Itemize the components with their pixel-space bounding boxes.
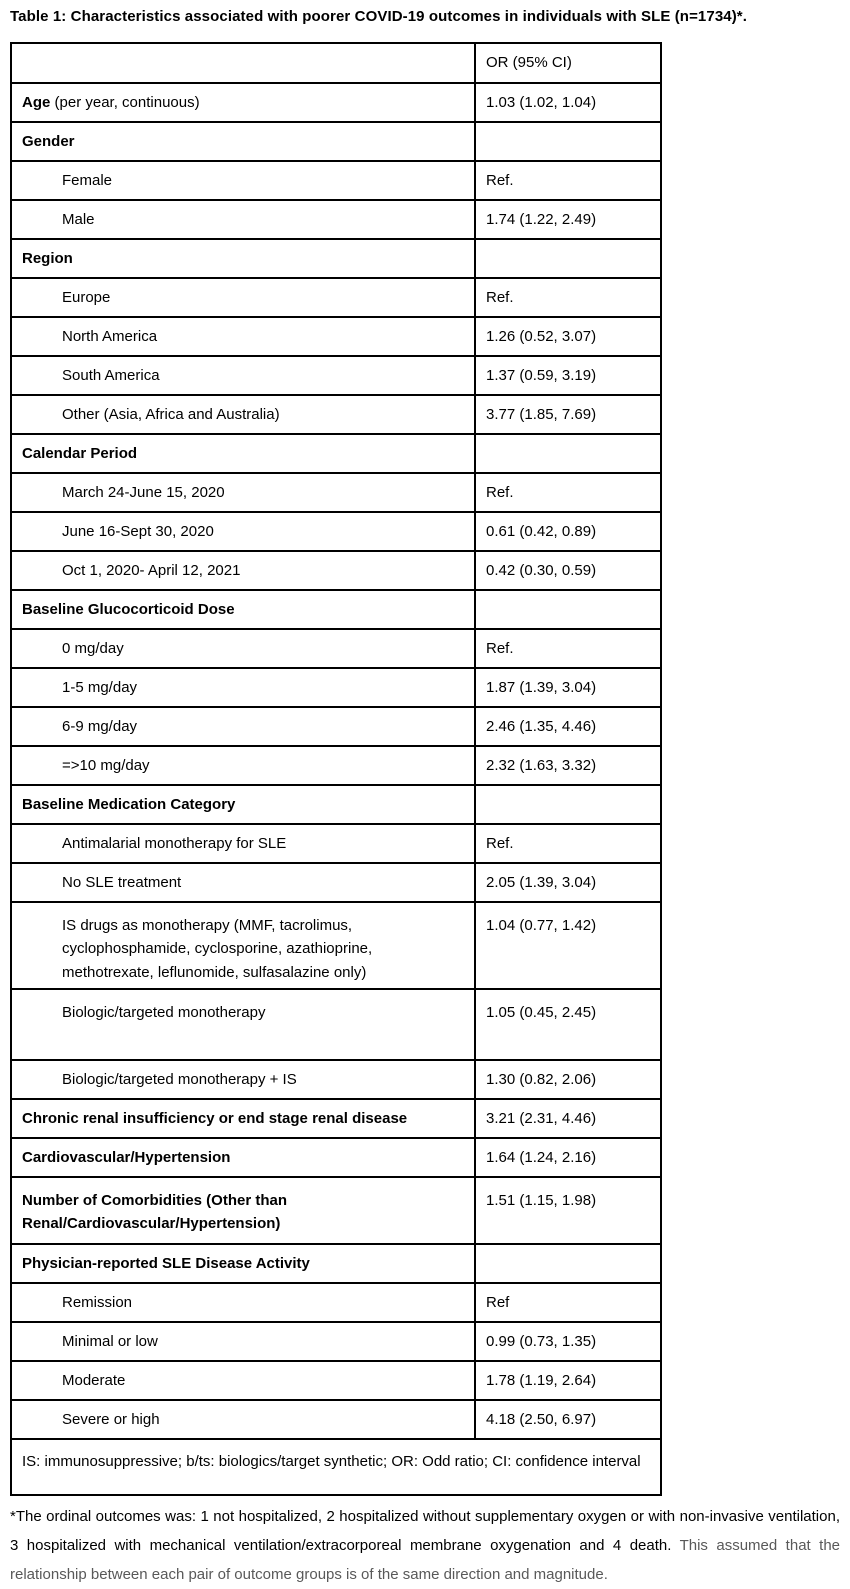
row-label: South America: [11, 356, 475, 395]
table-row: [11, 1283, 661, 1322]
row-label: No SLE treatment: [11, 863, 475, 902]
row-label: Baseline Glucocorticoid Dose: [11, 590, 475, 629]
table-row: [11, 707, 661, 746]
row-label: Antimalarial monotherapy for SLE: [11, 824, 475, 863]
header-empty-cell: [11, 43, 475, 83]
row-label: Number of Comorbidities (Other than Renal/Cardiovascular/Hypertension): [11, 1177, 475, 1244]
row-label: Cardiovascular/Hypertension: [11, 1138, 475, 1177]
row-value: Ref: [475, 1283, 661, 1322]
row-label: 6-9 mg/day: [11, 707, 475, 746]
row-value: 3.77 (1.85, 7.69): [475, 395, 661, 434]
row-value: [475, 434, 661, 473]
abbreviations-text: IS: immunosuppressive; b/ts: biologics/target synthetic; OR: Odd ratio; CI: confidence interval: [11, 1439, 661, 1495]
row-label: Biologic/targeted monotherapy: [11, 989, 475, 1060]
table-row: [11, 1244, 661, 1283]
row-value: 1.64 (1.24, 2.16): [475, 1138, 661, 1177]
row-label: 0 mg/day: [11, 629, 475, 668]
table-row: [11, 395, 661, 434]
table-row: [11, 746, 661, 785]
row-value: [475, 239, 661, 278]
row-label: Physician-reported SLE Disease Activity: [11, 1244, 475, 1283]
table-title: Table 1: Characteristics associated with poorer COVID-19 outcomes in individuals with SLE (n=1734)*.: [10, 8, 748, 25]
row-value: Ref.: [475, 473, 661, 512]
table-row: [11, 629, 661, 668]
table-row: [11, 200, 661, 239]
row-value: [475, 590, 661, 629]
row-label: [11, 83, 475, 122]
row-value: 0.61 (0.42, 0.89): [475, 512, 661, 551]
row-label: Oct 1, 2020- April 12, 2021: [11, 551, 475, 590]
row-label: Other (Asia, Africa and Australia): [11, 395, 475, 434]
row-label: Moderate: [11, 1361, 475, 1400]
row-value: 1.05 (0.45, 2.45): [475, 989, 661, 1060]
row-label: Female: [11, 161, 475, 200]
row-value: 1.74 (1.22, 2.49): [475, 200, 661, 239]
table-row: [11, 1099, 661, 1138]
table-row: [11, 785, 661, 824]
table-row: [11, 356, 661, 395]
row-label: Remission: [11, 1283, 475, 1322]
table-row: [11, 122, 661, 161]
row-value: 1.37 (0.59, 3.19): [475, 356, 661, 395]
row-value: Ref.: [475, 629, 661, 668]
footnote-gray-text: This assumed that the relationship between each pair of outcome groups is of the same direction and magnitude.: [10, 1537, 840, 1583]
row-label: North America: [11, 317, 475, 356]
table-row: [11, 1400, 661, 1439]
table-row: [11, 863, 661, 902]
row-label: 1-5 mg/day: [11, 668, 475, 707]
table-row: [11, 902, 661, 989]
row-label: Europe: [11, 278, 475, 317]
row-label: Male: [11, 200, 475, 239]
outcomes-table: [10, 42, 662, 1496]
row-label: Baseline Medication Category: [11, 785, 475, 824]
row-label: Severe or high: [11, 1400, 475, 1439]
row-label: Minimal or low: [11, 1322, 475, 1361]
table-row: [11, 161, 661, 200]
table-abbreviations-row: [11, 1439, 661, 1495]
table-row: [11, 278, 661, 317]
footnote: [10, 1502, 840, 1589]
row-value: 0.99 (0.73, 1.35): [475, 1322, 661, 1361]
row-value: [475, 1244, 661, 1283]
row-value: 1.03 (1.02, 1.04): [475, 83, 661, 122]
table-row: [11, 83, 661, 122]
row-value: 1.04 (0.77, 1.42): [475, 902, 661, 989]
row-value: 1.30 (0.82, 2.06): [475, 1060, 661, 1099]
row-label: Calendar Period: [11, 434, 475, 473]
table-row: [11, 590, 661, 629]
row-label: Gender: [11, 122, 475, 161]
row-value: 1.78 (1.19, 2.64): [475, 1361, 661, 1400]
row-value: Ref.: [475, 278, 661, 317]
row-label-rest: (per year, continuous): [50, 93, 200, 111]
row-label: Chronic renal insufficiency or end stage renal disease: [11, 1099, 475, 1138]
row-value: 1.87 (1.39, 3.04): [475, 668, 661, 707]
row-value: Ref.: [475, 161, 661, 200]
table-row: [11, 473, 661, 512]
row-value: 3.21 (2.31, 4.46): [475, 1099, 661, 1138]
row-value: 2.32 (1.63, 3.32): [475, 746, 661, 785]
row-value: 1.51 (1.15, 1.98): [475, 1177, 661, 1244]
row-label: =>10 mg/day: [11, 746, 475, 785]
table-row: [11, 239, 661, 278]
row-value: [475, 122, 661, 161]
row-value: 4.18 (2.50, 6.97): [475, 1400, 661, 1439]
table-row: [11, 668, 661, 707]
table-row: [11, 1177, 661, 1244]
row-label: IS drugs as monotherapy (MMF, tacrolimus, cyclophosphamide, cyclosporine, azathioprine, methotrexate, leflunomide, sulfasalazine only): [11, 902, 475, 989]
row-value: [475, 785, 661, 824]
footnote-black-text: *The ordinal outcomes was: 1 not hospitalized, 2 hospitalized without supplementary oxygen or with non-invasive ventilation, 3 hospitalized with mechanical ventilation/extracorporeal membrane oxygenation and 4 death.: [10, 1508, 840, 1554]
row-value: 2.05 (1.39, 3.04): [475, 863, 661, 902]
table-row: [11, 1138, 661, 1177]
row-label: Biologic/targeted monotherapy + IS: [11, 1060, 475, 1099]
row-value: 1.26 (0.52, 3.07): [475, 317, 661, 356]
row-value: 0.42 (0.30, 0.59): [475, 551, 661, 590]
table-row: [11, 989, 661, 1060]
row-label: March 24-June 15, 2020: [11, 473, 475, 512]
row-label-bold: Age: [22, 93, 51, 111]
table-row: [11, 1060, 661, 1099]
table-header-row: [11, 43, 661, 83]
table-row: [11, 824, 661, 863]
table-row: [11, 1322, 661, 1361]
row-value: 2.46 (1.35, 4.46): [475, 707, 661, 746]
row-label: June 16-Sept 30, 2020: [11, 512, 475, 551]
row-label: Region: [11, 239, 475, 278]
table-row: [11, 512, 661, 551]
header-or-ci-cell: OR (95% CI): [475, 43, 661, 83]
table-row: [11, 317, 661, 356]
table-row: [11, 434, 661, 473]
table-row: [11, 1361, 661, 1400]
table-row: [11, 551, 661, 590]
row-value: Ref.: [475, 824, 661, 863]
